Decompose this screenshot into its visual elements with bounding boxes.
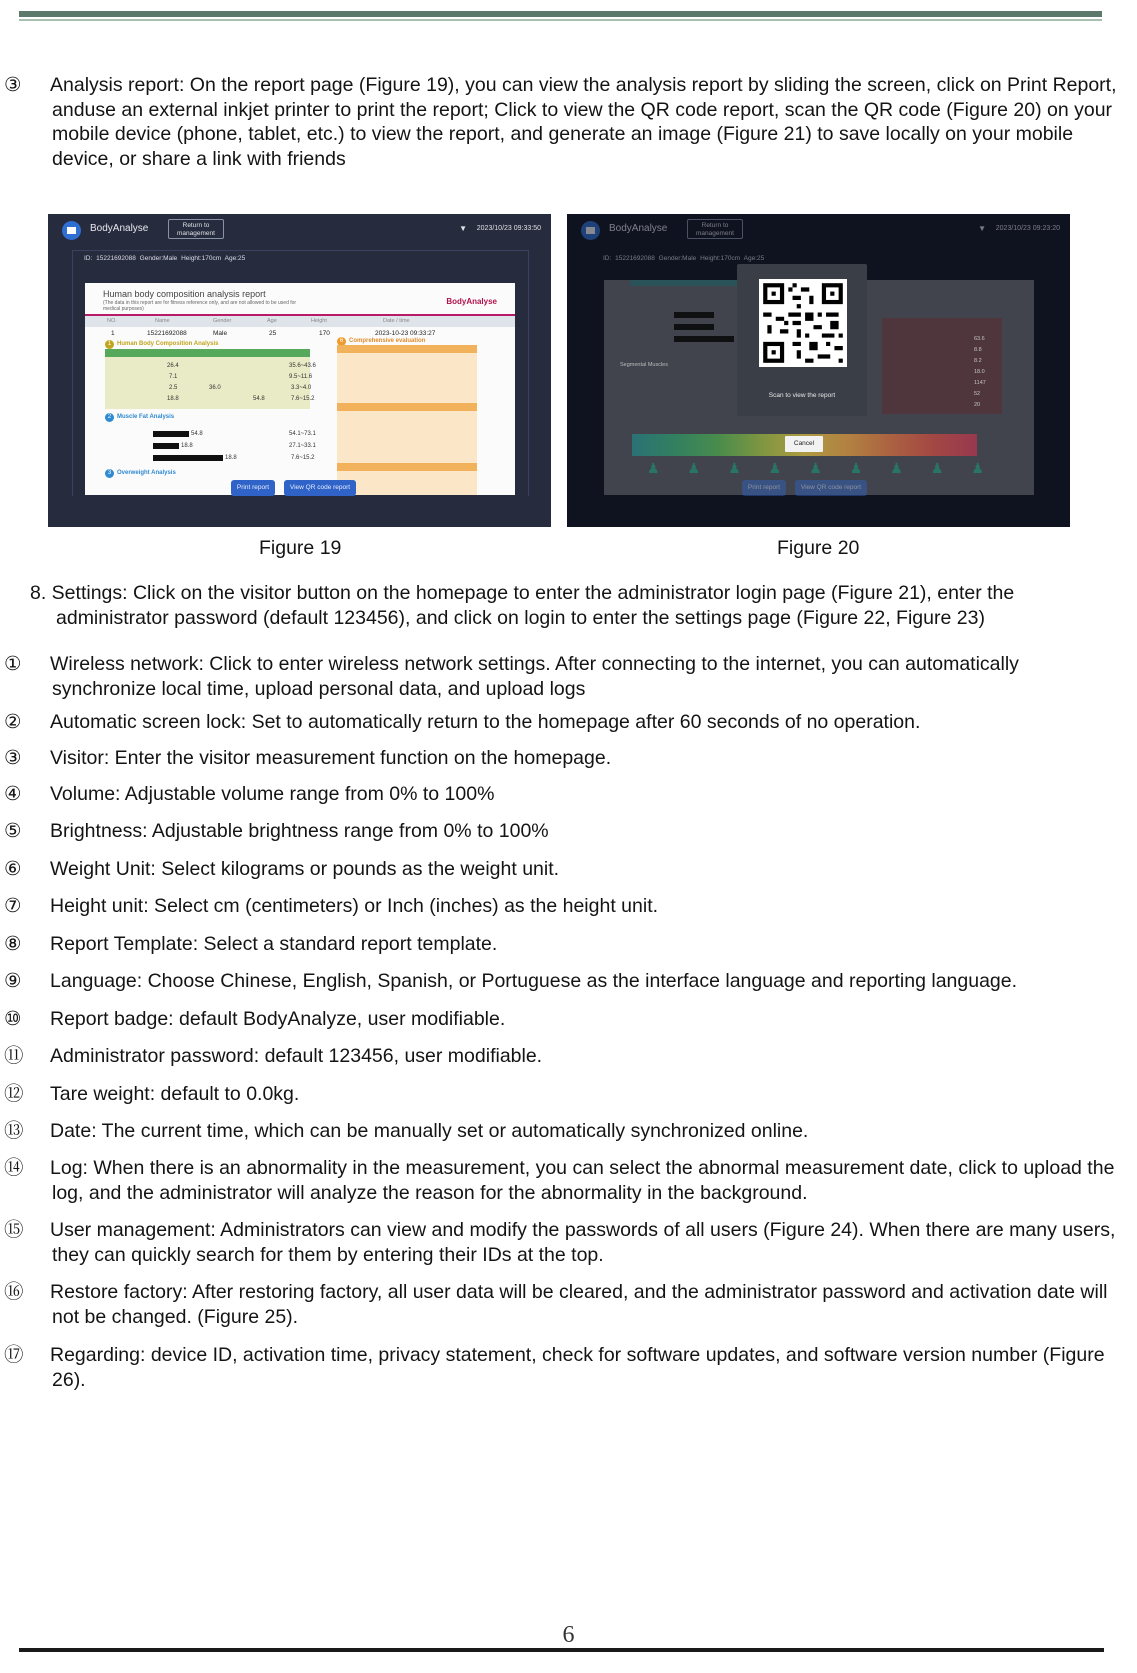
right-value-7: 20 [974, 402, 981, 408]
cell-gender: Male [213, 330, 228, 337]
home-icon[interactable] [581, 221, 600, 240]
settings-item-wireless [4, 652, 1118, 701]
return-to-management-button[interactable]: Return to management [687, 219, 743, 239]
cell-height: 170 [319, 330, 330, 337]
clock-readout: 2023/10/23 09:33:50 [476, 225, 541, 232]
muscle-bar-fat [153, 455, 223, 461]
item-text: Volume: Adjustable volume range from 0% to 100% [50, 783, 495, 805]
composition-range-3: 3.3~4.0 [291, 385, 312, 391]
circle-number: ③ [4, 74, 22, 96]
muscle-range-1: 54.1~73.1 [289, 431, 316, 437]
report-page[interactable] [85, 283, 515, 495]
wifi-icon: ▼ [978, 224, 986, 233]
circle-number: ③ [4, 747, 22, 769]
circle-number: ⑭ [4, 1157, 24, 1179]
section-1-label: Human Body Composition Analysis [117, 341, 219, 347]
circle-number: ⑨ [4, 970, 22, 992]
wifi-icon: ▼ [459, 224, 467, 233]
circle-number: ⑥ [4, 858, 22, 880]
item-text: User management: Administrators can view and modify the passwords of all users (Figure 24). When there are many users, they can quickly search for them by entering their IDs at the top. [50, 1219, 1116, 1266]
composition-value-3: 2.5 [169, 385, 178, 391]
muscle-value-1: 54.8 [191, 431, 203, 437]
section-2-label: Muscle Fat Analysis [117, 414, 175, 420]
app-brand: BodyAnalyse [90, 223, 149, 234]
section-3-badge: 3 [105, 469, 114, 478]
home-icon[interactable] [62, 221, 81, 240]
right-values [974, 334, 986, 411]
circle-number: ⑧ [4, 933, 22, 955]
item-text: Tare weight: default to 0.0kg. [50, 1083, 300, 1105]
figure-20-screenshot [567, 214, 1070, 527]
col-height: Height [311, 318, 327, 324]
user-info-bar: ID: 15221692088 Gender:Male Height:170cm Age:25 [84, 255, 246, 262]
item-text: Automatic screen lock: Set to automatically return to the homepage after 60 seconds of no operation. [50, 711, 921, 733]
circle-number: ④ [4, 783, 22, 805]
dim-bar-3 [674, 336, 734, 342]
muscle-value-3: 18.8 [225, 455, 237, 461]
circle-number: ⑯ [4, 1281, 24, 1303]
item-text: Administrator password: default 123456, user modifiable. [50, 1045, 543, 1067]
settings-item-log [4, 1156, 1118, 1205]
col-datetime: Date / time [383, 318, 410, 324]
figure-19-screenshot [48, 214, 551, 527]
cell-no: 1 [111, 330, 115, 337]
composition-table [105, 349, 313, 409]
dim-band [630, 280, 740, 286]
item-text: Visitor: Enter the visitor measurement function on the homepage. [50, 747, 612, 769]
report-logo: BodyAnalyse [446, 297, 497, 306]
settings-item-report-template [4, 932, 1118, 957]
muscle-bar-weight [153, 431, 189, 437]
right-value-2: 8.8 [974, 347, 982, 353]
settings-item-report-badge [4, 1007, 1118, 1032]
circle-number: ⑰ [4, 1344, 24, 1366]
settings-item-user-management [4, 1218, 1118, 1267]
settings-item-height-unit [4, 894, 1118, 919]
report-note: (The data in this report are for fitness reference only, and are not allowed to be used for medical purposes) [103, 300, 297, 312]
paragraph-text: Analysis report: On the report page (Figure 19), you can view the analysis report by sliding the screen, click on Print Report, anduse an external inkjet printer to print the report; Click to view the QR code report, scan the QR code (Figure 20) on your mobile device (phone, tablet, etc.) to view the report, and generate an image (Figure 21) to save locally on your mobile device, or share a link with friends [50, 74, 1117, 170]
circle-number: ⑪ [4, 1045, 24, 1067]
settings-item-regarding [4, 1343, 1118, 1392]
composition-mid-2: 54.8 [253, 396, 265, 402]
section-1-badge: 1 [105, 340, 114, 349]
item-text: Report badge: default BodyAnalyze, user modifiable. [50, 1008, 506, 1030]
circle-number: ⑩ [4, 1008, 22, 1030]
top-rule [19, 11, 1102, 17]
view-qr-report-button[interactable]: View QR code report [795, 480, 867, 496]
print-report-button[interactable]: Print report [742, 480, 786, 496]
circle-number: ⑤ [4, 820, 22, 842]
dim-bar-2 [674, 324, 714, 330]
report-table-header [85, 316, 515, 327]
circle-number: ⑦ [4, 895, 22, 917]
circle-number: ② [4, 711, 22, 733]
item-text: Brightness: Adjustable brightness range from 0% to 100% [50, 820, 549, 842]
item-text: Height unit: Select cm (centimeters) or Inch (inches) as the height unit. [50, 895, 659, 917]
item-text: Weight Unit: Select kilograms or pounds as the weight unit. [50, 858, 560, 880]
col-no: NO. [107, 318, 117, 324]
cancel-button[interactable]: Cancel [785, 436, 823, 452]
item-text: Report Template: Select a standard report template. [50, 933, 498, 955]
right-value-4: 18.0 [974, 369, 985, 375]
clock-readout: 2023/10/23 09:23:20 [995, 225, 1060, 232]
settings-item-brightness [4, 819, 1118, 844]
settings-item-volume [4, 782, 1118, 807]
composition-value-4: 18.8 [167, 396, 179, 402]
composition-range-1: 35.6~43.6 [289, 363, 316, 369]
section-6-badge: 6 [337, 337, 346, 346]
settings-item-visitor [4, 746, 1118, 771]
figure-19-caption: Figure 19 [259, 537, 342, 559]
right-value-6: 52 [974, 391, 981, 397]
cell-datetime: 2023-10-23 09:33:27 [375, 330, 436, 337]
settings-item-date [4, 1119, 1118, 1144]
item-text: Language: Choose Chinese, English, Spanish, or Portuguese as the interface language and reporting language. [50, 970, 1018, 992]
top-rule-accent [19, 19, 1102, 21]
circle-number: ⑫ [4, 1083, 24, 1105]
muscle-value-2: 18.8 [181, 443, 193, 449]
app-topbar [48, 214, 551, 246]
circle-number: ⑬ [4, 1120, 24, 1142]
right-value-3: 8.2 [974, 358, 982, 364]
body-figure-icons: ♟♟♟♟♟♟♟♟♟ [647, 460, 1012, 476]
settings-item-restore-factory [4, 1280, 1118, 1329]
settings-item-tare-weight [4, 1082, 1118, 1107]
section-3-label: Overweight Analysis [117, 470, 176, 476]
analysis-report-paragraph [4, 73, 1118, 171]
circle-number: ⑮ [4, 1219, 24, 1241]
page-number: 6 [562, 1622, 575, 1648]
item-text: Wireless network: Click to enter wireless network settings. After connecting to the internet, you can automatically synchronize local time, upload personal data, and upload logs [50, 653, 1019, 700]
col-name: Name [155, 318, 170, 324]
item-text: Date: The current time, which can be manually set or automatically synchronized online. [50, 1120, 809, 1142]
composition-range-4: 7.6~15.2 [291, 396, 315, 402]
view-qr-report-button[interactable]: View QR code report [284, 480, 356, 496]
muscle-range-3: 7.6~15.2 [291, 455, 315, 461]
bottom-rule [19, 1648, 1104, 1652]
right-value-5: 1147 [974, 380, 986, 386]
report-title: Human body composition analysis report [103, 289, 266, 299]
cell-name: 15221692088 [147, 330, 187, 337]
app-bottom-strip [48, 496, 551, 527]
app-topbar [567, 214, 1070, 246]
scan-instruction: Scan to view the report [768, 392, 836, 399]
settings-item-screen-lock [4, 710, 1118, 735]
muscle-range-2: 27.1~33.1 [289, 443, 316, 449]
settings-item-weight-unit [4, 857, 1118, 882]
evaluation-table [337, 345, 477, 495]
cell-age: 25 [269, 330, 277, 337]
segmental-label: Segmental Muscles [620, 362, 668, 368]
composition-value-2: 7.1 [169, 374, 178, 380]
item-text: Regarding: device ID, activation time, privacy statement, check for software updates, and software version number (Figure 26). [50, 1344, 1105, 1391]
qr-code-icon [759, 279, 847, 367]
settings-intro: 8. Settings: Click on the visitor button on the homepage to enter the administrator login page (Figure 21), enter the administrator password (default 123456), and click on login to enter the settings page (Figure 22, Figure 23) [30, 582, 1015, 629]
section-6-label: Comprehensive evaluation [349, 338, 426, 344]
qr-code-dialog [737, 264, 867, 416]
col-gender: Gender [213, 318, 232, 324]
user-info-bar: ID: 15221692088 Gender:Male Height:170cm Age:25 [603, 255, 765, 262]
right-value-1: 63.6 [974, 336, 985, 342]
item-text: Restore factory: After restoring factory, all user data will be cleared, and the administrator password and activation date will not be changed. (Figure 25). [50, 1281, 1108, 1328]
section-2-badge: 2 [105, 413, 114, 422]
dim-bar-1 [674, 312, 714, 318]
muscle-bar-muscle [153, 443, 179, 449]
item-text: Log: When there is an abnormality in the measurement, you can select the abnormal measurement date, click to upload the log, and the administrator will analyze the reason for the abnormality in the background. [50, 1157, 1115, 1204]
composition-value-1: 26.4 [167, 363, 179, 369]
composition-mid-1: 36.0 [209, 385, 221, 391]
composition-range-2: 9.5~11.6 [289, 374, 313, 380]
figure-20-caption: Figure 20 [777, 537, 860, 559]
return-to-management-button[interactable]: Return to management [168, 219, 224, 239]
settings-item-admin-password [4, 1044, 1118, 1069]
settings-item-language [4, 969, 1118, 994]
print-report-button[interactable]: Print report [231, 480, 275, 496]
app-brand: BodyAnalyse [609, 223, 668, 234]
circle-number: ① [4, 653, 22, 675]
col-age: Age [267, 318, 277, 324]
